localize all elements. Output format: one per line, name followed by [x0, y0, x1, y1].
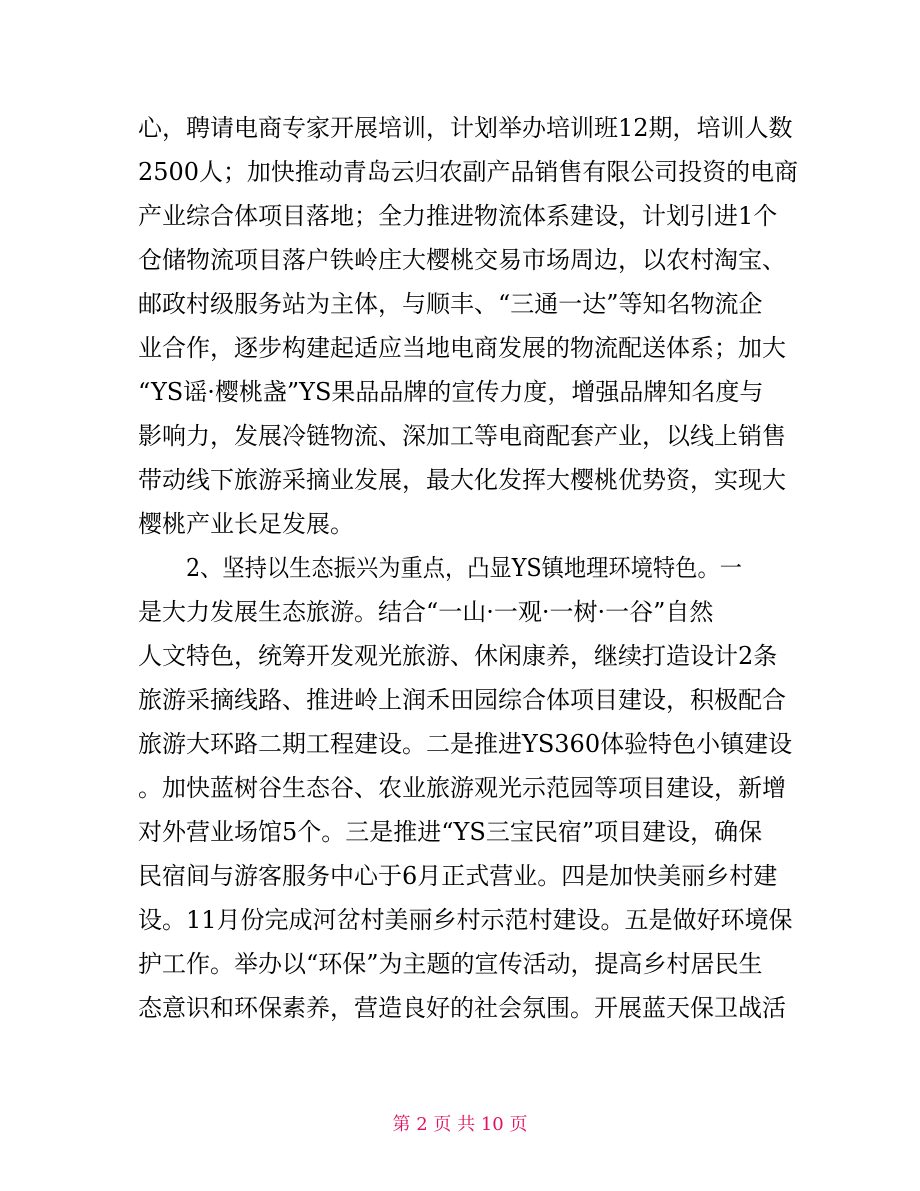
text-line-16: 。加快蓝树谷生态谷、农业旅游观光示范园等项目建设，新增	[138, 774, 786, 802]
text-line-2: 2500人；加快推动青岛云归农副产品销售有限公司投资的电商	[138, 158, 799, 186]
text-line-8: 影响力，发展冷链物流、深加工等电商配套产业，以线上销售	[138, 422, 786, 450]
text-line-15: 旅游大环路二期工程建设。二是推进YS360体验特色小镇建设	[138, 730, 793, 758]
text-line-10: 樱桃产业长足发展。	[138, 510, 354, 538]
text-line-13: 人文特色，统筹开发观光旅游、休闲康养，继续打造设计2条	[138, 642, 778, 670]
text-line-4: 仓储物流项目落户铁岭庄大樱桃交易市场周边，以农村淘宝、	[138, 246, 786, 274]
text-line-7: “YS谣·樱桃盏”YS果品品牌的宣传力度，增强品牌知名度与	[138, 378, 764, 406]
text-line-5: 邮政村级服务站为主体，与顺丰、“三通一达”等知名物流企	[138, 290, 763, 318]
text-line-21: 态意识和环保素养，营造良好的社会氛围。开展蓝天保卫战活	[138, 994, 786, 1022]
text-line-14: 旅游采摘线路、推进岭上润禾田园综合体项目建设，积极配合	[138, 686, 786, 714]
text-line-18: 民宿间与游客服务中心于6月正式营业。四是加快美丽乡村建	[138, 862, 778, 890]
page-number-footer: 第 2 页 共 10 页	[392, 1114, 528, 1135]
text-line-20: 护工作。举办以“环保”为主题的宣传活动，提高乡村居民生	[138, 950, 763, 978]
text-line-3: 产业综合体项目落地；全力推进物流体系建设，计划引进1个	[138, 202, 778, 230]
text-line-19: 设。11月份完成河岔村美丽乡村示范村建设。五是做好环境保	[138, 906, 793, 934]
text-line-9: 带动线下旅游采摘业发展，最大化发挥大樱桃优势资，实现大	[138, 466, 786, 494]
text-line-6: 业合作，逐步构建起适应当地电商发展的物流配送体系；加大	[138, 334, 786, 362]
text-line-17: 对外营业场馆5个。三是推进“YS三宝民宿”项目建设，确保	[138, 818, 763, 846]
text-line-12: 是大力发展生态旅游。结合“一山·一观·一树·一谷”自然	[138, 598, 714, 626]
paragraph-2-first-line: 2、坚持以生态振兴为重点，凸显YS镇地理环境特色。一	[186, 554, 742, 582]
text-line-1: 心，聘请电商专家开展培训，计划举办培训班12期，培训人数	[138, 114, 793, 142]
